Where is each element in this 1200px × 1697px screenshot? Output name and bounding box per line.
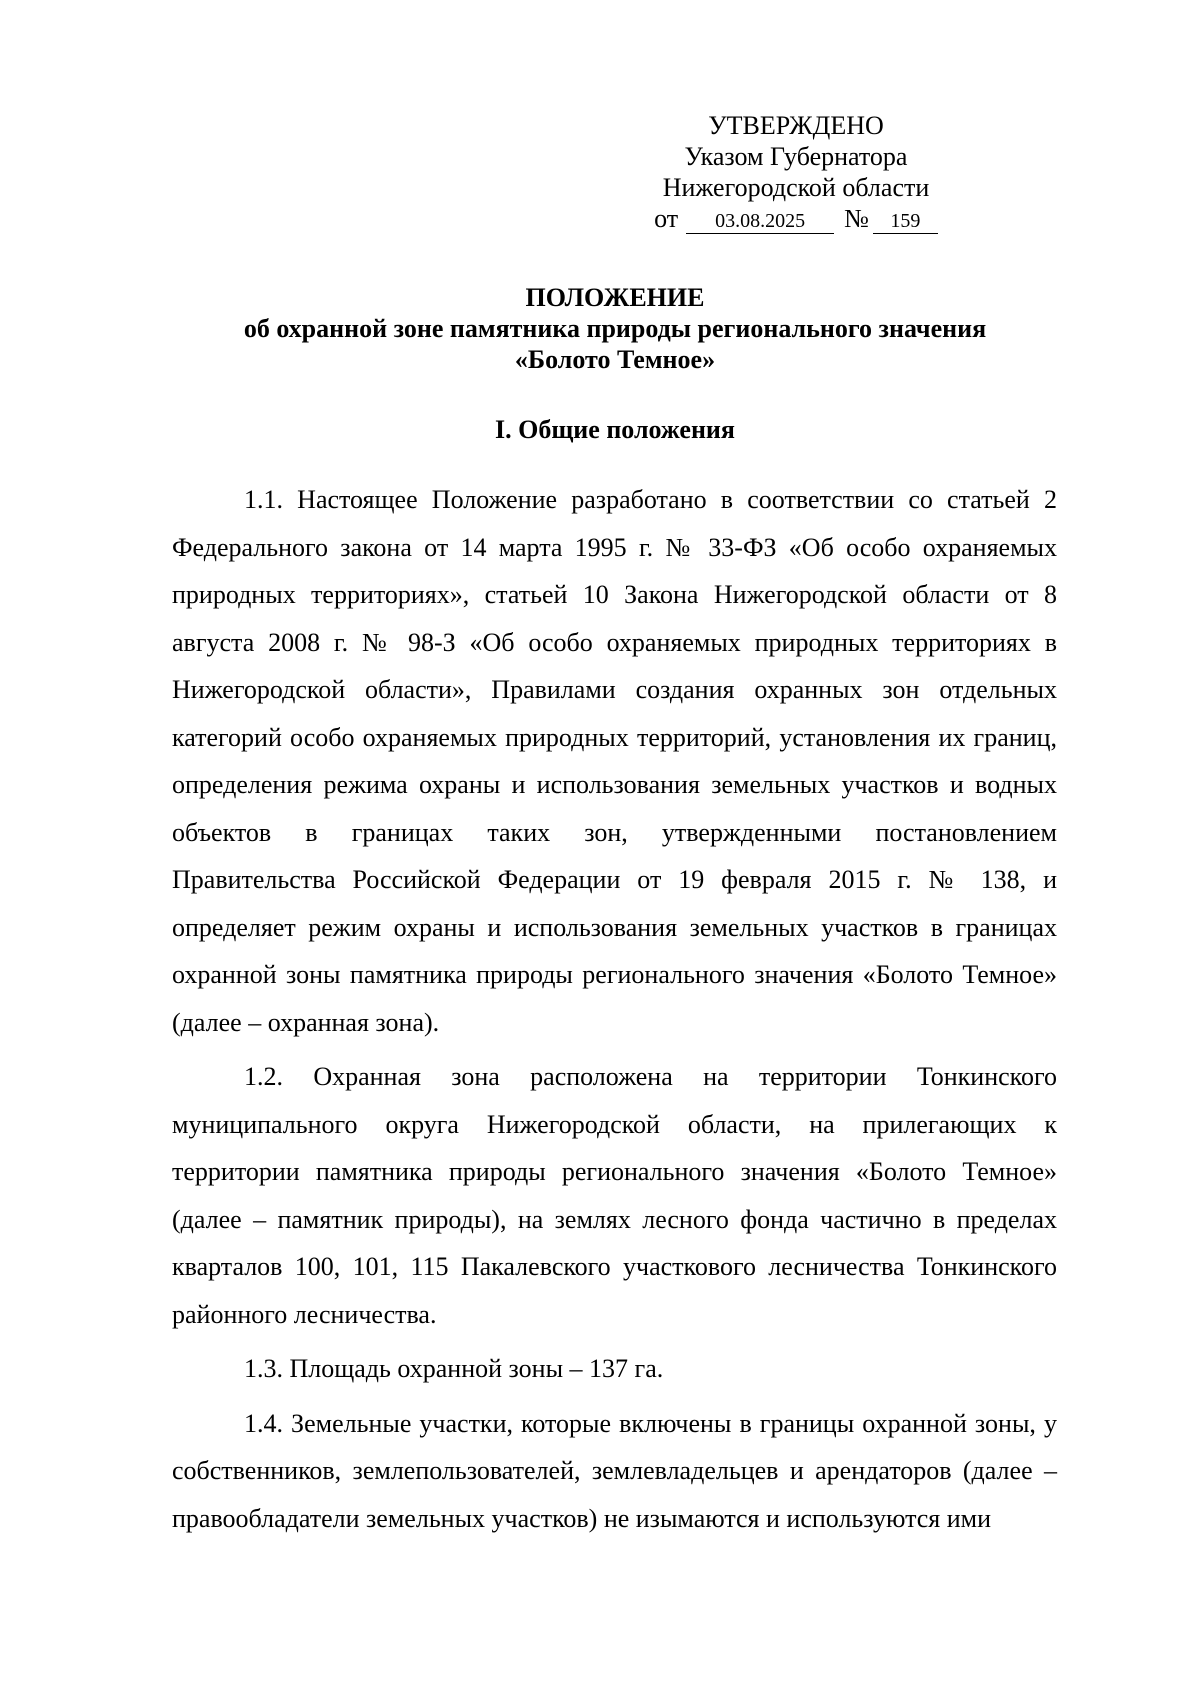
document-subtitle-line-2: «Болото Темное» <box>514 345 716 374</box>
approval-heading: УТВЕРЖДЕНО <box>708 111 884 140</box>
approval-number: 159 <box>873 209 938 234</box>
approval-date: 03.08.2025 <box>686 209 834 234</box>
approval-date-number-line <box>636 203 956 234</box>
paragraph-1-3: 1.3. Площадь охранной зоны – 137 га. <box>244 1354 664 1383</box>
document-title-block <box>170 282 1060 375</box>
document-subtitle-line-1: об охранной зоне памятника природы регионального значения <box>243 314 987 343</box>
document-title: ПОЛОЖЕНИЕ <box>525 283 705 312</box>
approval-stamp-block <box>636 110 956 234</box>
paragraph-1-1: 1.1. Настоящее Положение разработано в соответствии со статьей 2 Федерального закона от 14 марта 1995 г. № 33-ФЗ «Об особо охраняемых природных территориях», статьей 10 Закона Нижегородской области от 8 августа 2008 г. № 98-З «Об особо охраняемых природных территориях в Нижегородской области», Правилами создания охранных зон отдельных категорий особо охраняемых природных территорий, установления их границ, определения режима охраны и использования земельных участков и водных объектов в границах таких зон, утвержденными постановлением Правительства Российской Федерации от 19 февраля 2015 г. № 138, и определяет режим охраны и использования земельных участков в границах охранной зоны памятника природы регионального значения «Болото Темное» (далее – охранная зона). <box>172 485 1057 1037</box>
section-title: I. Общие положения <box>495 415 735 444</box>
paragraph-1-4: 1.4. Земельные участки, которые включены в границы охранной зоны, у собственников, землепользователей, землевладельцев и арендаторов (далее – правообладатели земельных участков) не изымаются и используются ими <box>172 1408 1057 1533</box>
approval-number-label: № <box>844 204 869 233</box>
document-body <box>172 476 1057 1549</box>
approval-region: Нижегородской области <box>662 173 930 202</box>
paragraph-1-2: 1.2. Охранная зона расположена на территории Тонкинского муниципального округа Нижегородской области, на прилегающих к территории памятника природы регионального значения «Болото Темное» (далее – памятник природы), на землях лесного фонда частично в пределах кварталов 100, 101, 115 Пакалевского участкового лесничества Тонкинского районного лесничества. <box>172 1062 1057 1329</box>
approval-from-label: от <box>654 204 679 233</box>
approval-by-decree: Указом Губернатора <box>684 142 908 171</box>
